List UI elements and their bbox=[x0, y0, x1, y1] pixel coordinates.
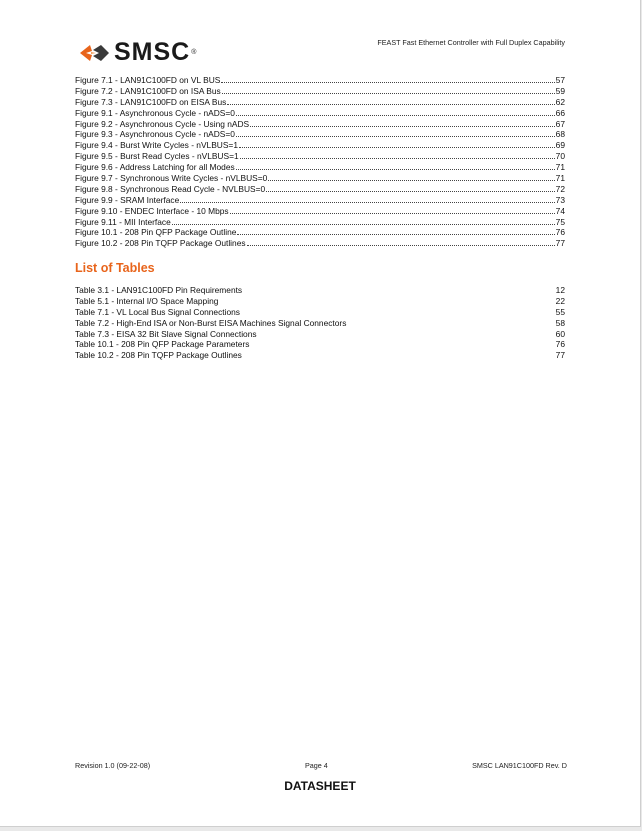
figure-entry-label: Figure 9.1 - Asynchronous Cycle - nADS=0 bbox=[75, 107, 235, 118]
dot-leader bbox=[239, 141, 555, 148]
figure-entry-page: 71 bbox=[555, 173, 565, 184]
figure-entry-page: 75 bbox=[555, 216, 565, 227]
dot-leader bbox=[230, 207, 555, 214]
table-entry-label: Table 7.1 - VL Local Bus Signal Connections bbox=[75, 306, 240, 317]
figure-entry-label: Figure 9.6 - Address Latching for all Modes bbox=[75, 162, 235, 173]
figure-entry-label: Figure 7.1 - LAN91C100FD on VL BUS bbox=[75, 75, 221, 85]
table-entry[interactable] bbox=[75, 350, 565, 361]
dot-leader bbox=[227, 98, 554, 105]
figure-entry-page: 72 bbox=[555, 183, 565, 194]
dot-leader bbox=[240, 152, 555, 159]
figure-entry[interactable] bbox=[75, 206, 565, 217]
figure-entry-label: Figure 9.3 - Asynchronous Cycle - nADS=0 bbox=[75, 129, 235, 140]
figure-entry-page: 69 bbox=[555, 140, 565, 151]
figure-entry-label: Figure 10.2 - 208 Pin TQFP Package Outlines bbox=[75, 238, 246, 249]
smsc-logo-icon bbox=[80, 42, 110, 64]
figure-entry-label: Figure 7.3 - LAN91C100FD on EISA Bus bbox=[75, 96, 227, 107]
figure-entry[interactable] bbox=[75, 238, 565, 249]
figure-entry-label: Figure 9.10 - ENDEC Interface - 10 Mbps bbox=[75, 205, 229, 216]
figure-entry-label: Figure 9.2 - Asynchronous Cycle - Using nADS bbox=[75, 118, 250, 129]
footer-page-number: Page 4 bbox=[305, 761, 328, 770]
table-entry-label: Table 5.1 - Internal I/O Space Mapping bbox=[75, 295, 219, 306]
document-title: FEAST Fast Ethernet Controller with Full Duplex Capability bbox=[377, 38, 565, 47]
figure-entry-label: Figure 9.11 - MII Interface bbox=[75, 216, 171, 227]
dot-leader bbox=[236, 130, 555, 137]
table-entry[interactable] bbox=[75, 339, 565, 350]
table-entry[interactable] bbox=[75, 285, 565, 296]
table-entry[interactable] bbox=[75, 296, 565, 307]
figure-entry[interactable] bbox=[75, 129, 565, 140]
figure-entry-page: 68 bbox=[555, 129, 565, 140]
table-entry-page: 58 bbox=[555, 317, 565, 328]
figure-entry-label: Figure 9.4 - Burst Write Cycles - nVLBUS=1 bbox=[75, 140, 238, 151]
figure-entry[interactable] bbox=[75, 140, 565, 151]
dot-leader bbox=[266, 185, 555, 192]
dot-leader bbox=[250, 120, 555, 127]
figure-entry-page: 74 bbox=[555, 205, 565, 216]
dot-leader bbox=[247, 239, 555, 246]
figure-entry-page: 59 bbox=[555, 85, 565, 96]
dot-leader bbox=[180, 196, 554, 203]
table-entry[interactable] bbox=[75, 318, 565, 329]
figure-entry[interactable] bbox=[75, 108, 565, 119]
registered-mark: ® bbox=[191, 49, 197, 56]
footer-doc-id: SMSC LAN91C100FD Rev. D bbox=[472, 761, 567, 770]
figure-entry-label: Figure 9.8 - Synchronous Read Cycle - NVLBUS=0 bbox=[75, 183, 266, 194]
figure-entry[interactable] bbox=[75, 173, 565, 184]
table-entry-label: Table 7.2 - High-End ISA or Non-Burst EISA Machines Signal Connectors bbox=[75, 317, 347, 328]
figure-entry[interactable] bbox=[75, 227, 565, 238]
figure-entry-page: 62 bbox=[555, 96, 565, 107]
figure-entry-page: 77 bbox=[555, 238, 565, 249]
figure-entry[interactable] bbox=[75, 119, 565, 130]
figure-entry-label: Figure 7.2 - LAN91C100FD on ISA Bus bbox=[75, 85, 221, 96]
table-entry-label: Table 10.1 - 208 Pin QFP Package Parameters bbox=[75, 339, 250, 350]
figure-entry[interactable] bbox=[75, 75, 565, 86]
figure-entry[interactable] bbox=[75, 162, 565, 173]
figure-entry-label: Figure 9.7 - Synchronous Write Cycles - nVLBUS=0 bbox=[75, 173, 268, 184]
table-entry-page: 77 bbox=[555, 350, 565, 361]
table-entry-page: 60 bbox=[555, 328, 565, 339]
table-entry-page: 12 bbox=[555, 285, 565, 295]
figure-entry[interactable] bbox=[75, 151, 565, 162]
figure-entry-page: 66 bbox=[555, 107, 565, 118]
figure-entry[interactable] bbox=[75, 217, 565, 228]
table-entry-label: Table 10.2 - 208 Pin TQFP Package Outlines bbox=[75, 350, 242, 361]
figure-entry[interactable] bbox=[75, 184, 565, 195]
footer-revision: Revision 1.0 (09-22-08) bbox=[75, 761, 151, 770]
table-entry[interactable] bbox=[75, 329, 565, 340]
logo-wordmark: SMSC bbox=[114, 38, 191, 66]
dot-leader bbox=[172, 218, 555, 225]
list-of-figures bbox=[75, 75, 565, 249]
dot-leader bbox=[236, 109, 555, 116]
list-of-tables bbox=[75, 285, 565, 361]
figure-entry-page: 71 bbox=[555, 162, 565, 173]
figure-entry-page: 70 bbox=[555, 151, 565, 162]
table-entry-label: Table 7.3 - EISA 32 Bit Slave Signal Connections bbox=[75, 328, 257, 339]
list-of-tables-heading: List of Tables bbox=[75, 261, 155, 275]
smsc-logo bbox=[80, 40, 196, 65]
table-entry-page: 55 bbox=[555, 306, 565, 317]
figure-entry-label: Figure 10.1 - 208 Pin QFP Package Outline bbox=[75, 227, 237, 238]
datasheet-label: DATASHEET bbox=[284, 779, 356, 793]
dot-leader bbox=[222, 87, 555, 94]
figure-entry[interactable] bbox=[75, 97, 565, 108]
table-entry-label: Table 3.1 - LAN91C100FD Pin Requirements bbox=[75, 285, 243, 295]
dot-leader bbox=[268, 174, 554, 181]
dot-leader bbox=[221, 76, 554, 83]
figure-entry-page: 73 bbox=[555, 194, 565, 205]
figure-entry[interactable] bbox=[75, 86, 565, 97]
table-entry-page: 76 bbox=[555, 339, 565, 350]
figure-entry-page: 67 bbox=[555, 118, 565, 129]
dot-leader bbox=[236, 163, 555, 170]
figure-entry-page: 76 bbox=[555, 227, 565, 238]
figure-entry-label: Figure 9.5 - Burst Read Cycles - nVLBUS=1 bbox=[75, 151, 239, 162]
table-entry-page: 22 bbox=[555, 295, 565, 306]
figure-entry-label: Figure 9.9 - SRAM Interface bbox=[75, 194, 180, 205]
figure-entry[interactable] bbox=[75, 195, 565, 206]
dot-leader bbox=[237, 228, 554, 235]
figure-entry-page: 57 bbox=[555, 75, 565, 85]
table-entry[interactable] bbox=[75, 307, 565, 318]
